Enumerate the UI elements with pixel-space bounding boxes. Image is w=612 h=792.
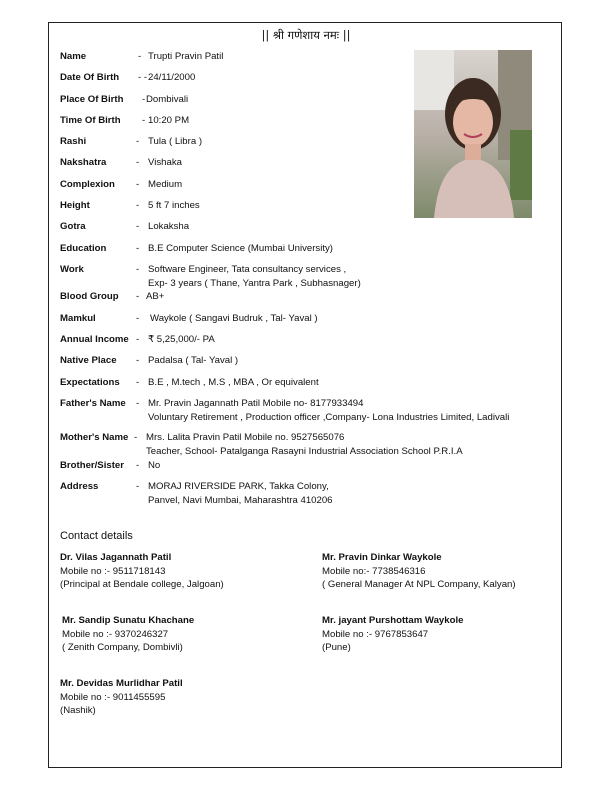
detail-label: Complexion [60, 179, 115, 190]
detail-label: Place Of Birth [60, 94, 124, 105]
detail-value: Exp- 3 years ( Thane, Yantra Park , Subhasnager) [148, 278, 361, 289]
contact-name: Dr. Vilas Jagannath Patil [60, 552, 172, 563]
contact-note: ( General Manager At NPL Company, Kalyan) [322, 579, 516, 590]
detail-separator: - [136, 243, 140, 254]
detail-value: Padalsa ( Tal- Yaval ) [148, 355, 239, 366]
detail-separator: - [142, 115, 146, 126]
detail-value: Dombivali [146, 94, 189, 105]
detail-separator: - [136, 481, 140, 492]
contact-card [60, 677, 183, 718]
detail-label: Annual Income [60, 334, 129, 345]
detail-value: MORAJ RIVERSIDE PARK, Takka Colony, [148, 481, 329, 492]
detail-value: Panvel, Navi Mumbai, Maharashtra 410206 [148, 495, 333, 506]
detail-separator: - [136, 157, 140, 168]
profile-photo-image [414, 50, 532, 218]
detail-value: B.E Computer Science (Mumbai University) [148, 243, 334, 254]
detail-separator: - [134, 432, 138, 443]
detail-label: Father's Name [60, 398, 126, 409]
detail-label: Mamkul [60, 313, 96, 324]
detail-label: Name [60, 51, 87, 62]
contact-name: Mr. Pravin Dinkar Waykole [322, 552, 442, 563]
contact-card [62, 614, 194, 655]
detail-value: 10:20 PM [148, 115, 190, 126]
detail-value: Waykole ( Sangavi Budruk , Tal- Yaval ) [150, 313, 318, 324]
detail-value: 24/11/2000 [148, 72, 196, 83]
contact-details-title: Contact details [60, 530, 133, 542]
detail-label: Blood Group [60, 291, 119, 302]
contact-note: (Principal at Bendale college, Jalgoan) [60, 579, 224, 590]
contact-card [60, 551, 224, 592]
contact-name: Mr. jayant Purshottam Waykole [322, 615, 464, 626]
contact-note: (Pune) [322, 642, 351, 653]
detail-value: ₹ 5,25,000/- PA [148, 334, 215, 345]
detail-label: Nakshatra [60, 157, 107, 168]
detail-value: Mrs. Lalita Pravin Patil Mobile no. 9527565076 [146, 432, 345, 443]
page-header: || श्री गणेशाय नमः || [261, 28, 351, 42]
detail-separator: - [136, 136, 140, 147]
detail-separator: - [138, 51, 142, 62]
detail-value: Trupti Pravin Patil [148, 51, 224, 62]
detail-separator: - [136, 200, 140, 211]
detail-separator: - [136, 334, 140, 345]
contact-mobile: Mobile no :- 9511718143 [60, 565, 166, 577]
detail-separator: - - [138, 72, 148, 83]
detail-separator: - [136, 291, 140, 302]
detail-label: Brother/Sister [60, 460, 124, 471]
detail-value: Medium [148, 179, 183, 190]
detail-label: Mother's Name [60, 432, 129, 443]
detail-value: AB+ [146, 291, 165, 302]
detail-value: Vishaka [148, 157, 182, 168]
detail-separator: - [136, 460, 140, 471]
detail-value: Software Engineer, Tata consultancy services , [148, 264, 347, 275]
contact-note: (Nashik) [60, 705, 96, 716]
contact-name: Mr. Devidas Murlidhar Patil [60, 678, 183, 689]
detail-separator: - [136, 264, 140, 275]
detail-label: Native Place [60, 355, 117, 366]
profile-photo [414, 50, 532, 218]
detail-label: Time Of Birth [60, 115, 121, 126]
detail-label: Gotra [60, 221, 86, 232]
detail-label: Address [60, 481, 99, 492]
contact-mobile: Mobile no :- 9370246327 [62, 628, 169, 640]
detail-label: Date Of Birth [60, 72, 120, 83]
detail-value: Mr. Pravin Jagannath Patil Mobile no- 8177933494 [148, 398, 364, 409]
detail-value: Tula ( Libra ) [148, 136, 203, 147]
detail-value: 5 ft 7 inches [148, 200, 200, 211]
detail-value: Teacher, School- Patalganga Rasayni Industrial Association School P.R.I.A [146, 446, 463, 457]
detail-separator: - [142, 94, 146, 105]
detail-separator: - [136, 313, 140, 324]
detail-value: No [148, 460, 161, 471]
detail-label: Expectations [60, 377, 120, 388]
detail-label: Height [60, 200, 90, 211]
contact-name: Mr. Sandip Sunatu Khachane [62, 615, 195, 626]
detail-value: Voluntary Retirement , Production officer ,Company- Lona Industries Limited, Ladivali [148, 412, 510, 423]
detail-separator: - [136, 377, 140, 388]
contact-mobile: Mobile no :- 9767853647 [322, 628, 429, 640]
detail-label: Work [60, 264, 84, 275]
contact-note: ( Zenith Company, Dombivli) [62, 642, 183, 653]
contact-mobile: Mobile no :- 9011455595 [60, 691, 166, 703]
detail-value: Lokaksha [148, 221, 190, 232]
contact-card [322, 614, 463, 655]
contact-mobile: Mobile no:- 7738546316 [322, 565, 426, 577]
detail-separator: - [136, 179, 140, 190]
detail-label: Education [60, 243, 107, 254]
detail-separator: - [136, 398, 140, 409]
detail-label: Rashi [60, 136, 87, 147]
detail-separator: - [136, 355, 140, 366]
detail-value: B.E , M.tech , M.S , MBA , Or equivalent [148, 377, 319, 388]
contact-card [322, 551, 516, 592]
detail-separator: - [136, 221, 140, 232]
